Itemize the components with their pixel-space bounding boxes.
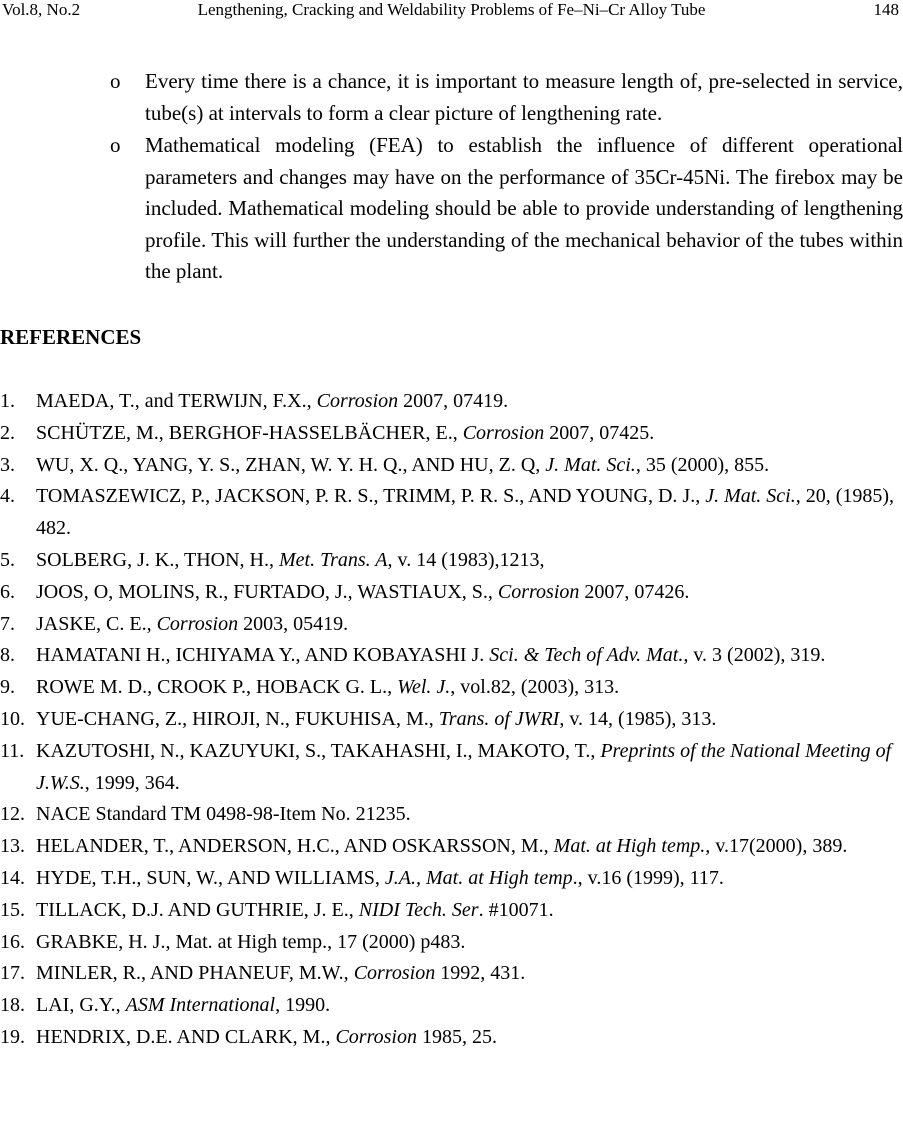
reference-authors: KAZUTOSHI, N., KAZUYUKI, S., TAKAHASHI, I., MAKOTO, T., (36, 739, 601, 762)
reference-source: Corrosion (316, 390, 399, 412)
reference-source: Corrosion (335, 1025, 417, 1048)
reference-authors: SCHÜTZE, M., BERGHOF-HASSELBÄCHER, E., (36, 421, 463, 444)
reference-item (0, 927, 903, 959)
reference-details: 2007, 07419. (398, 390, 509, 412)
reference-authors: MAEDA, T., and TERWIJN, F.X., (36, 390, 317, 412)
reference-authors: JASKE, C. E., (36, 612, 157, 635)
recommendation-item (110, 130, 903, 288)
reference-text (36, 994, 330, 1016)
reference-source: Met. Trans. A (278, 548, 388, 571)
page-number: 148 (873, 0, 899, 19)
reference-item (0, 450, 903, 482)
reference-details: v.17(2000), 389. (710, 835, 848, 858)
reference-source: Corrosion (353, 962, 436, 985)
reference-number: 17. (0, 962, 25, 985)
reference-details: 2007, 07426. (579, 580, 690, 603)
reference-number: 14. (0, 866, 25, 889)
reference-authors: LAI, G.Y., (36, 994, 126, 1017)
reference-details: 1985, 25. (416, 1025, 497, 1048)
reference-item (0, 990, 903, 1022)
recommendation-item (110, 66, 903, 129)
reference-number: 3. (0, 453, 15, 476)
reference-details: . #10071. (478, 898, 554, 921)
reference-source: Corrosion (497, 580, 580, 603)
reference-authors: YUE-CHANG, Z., HIROJI, N., FUKUHISA, M., (36, 707, 439, 730)
reference-details: , 35 (2000), 855. (635, 453, 770, 476)
reference-item (0, 672, 903, 704)
reference-text (36, 422, 654, 444)
reference-number: 9. (0, 676, 15, 699)
reference-text (36, 676, 619, 698)
reference-item (0, 545, 903, 577)
reference-text (36, 644, 825, 666)
reference-number: 13. (0, 835, 25, 858)
reference-authors: HENDRIX, D.E. AND CLARK, M., (36, 1025, 336, 1048)
reference-number: 2. (0, 421, 15, 444)
reference-number: 15. (0, 898, 25, 921)
reference-item (0, 418, 903, 450)
reference-authors: MINLER, R., AND PHANEUF, M.W., (36, 962, 354, 985)
reference-number: 12. (0, 803, 25, 826)
reference-item (0, 863, 903, 895)
reference-number: 4. (0, 485, 15, 508)
reference-number: 16. (0, 930, 25, 953)
reference-details: , vol.82, (2003), 313. (450, 676, 620, 699)
running-header (0, 0, 903, 24)
reference-item (0, 958, 903, 990)
reference-details: ., v.16 (1999), 117. (572, 866, 724, 889)
reference-authors: NACE Standard TM 0498-98-Item No. 21235. (36, 803, 411, 826)
references-heading: REFERENCES (0, 325, 142, 349)
reference-text (36, 1026, 497, 1048)
reference-authors: ROWE M. D., CROOK P., HOBACK G. L., (36, 676, 398, 699)
reference-item (0, 386, 903, 418)
reference-details: 2003, 05419. (238, 612, 349, 635)
reference-text (36, 613, 348, 635)
reference-authors: HAMATANI H., ICHIYAMA Y., AND KOBAYASHI J. (36, 644, 490, 667)
reference-item (0, 609, 903, 641)
reference-number: 5. (0, 548, 15, 571)
reference-source: J.A., Mat. at High temp (384, 866, 573, 889)
reference-text (36, 581, 689, 603)
reference-text (36, 803, 411, 825)
reference-authors: GRABKE, H. J., Mat. at High temp., 17 (2000) p483. (36, 930, 466, 953)
reference-source: Corrosion (156, 612, 239, 635)
reference-text (36, 899, 554, 921)
reference-details: , v. 3 (2002), 319. (683, 644, 826, 667)
reference-text (36, 390, 508, 412)
reference-number: 18. (0, 994, 25, 1017)
reference-item (0, 640, 903, 672)
reference-details: 1992, 431. (435, 962, 526, 985)
reference-source: Wel. J. (397, 676, 451, 699)
reference-number: 11. (0, 739, 25, 762)
reference-source: Mat. at High temp., (553, 835, 711, 858)
reference-text (36, 454, 769, 476)
recommendation-text: Every time there is a chance, it is important to measure length of, pre-selected in service, tube(s) at intervals to form a clear picture of lengthening rate. (145, 69, 903, 125)
reference-text (36, 485, 894, 539)
reference-text (36, 962, 525, 984)
running-title: Lengthening, Cracking and Weldability Problems of Fe–Ni–Cr Alloy Tube (197, 0, 706, 19)
reference-details: , 1999, 364. (84, 771, 180, 794)
reference-source: Corrosion (462, 421, 545, 444)
reference-source: J. Mat. Sci. (705, 485, 796, 508)
reference-item (0, 704, 903, 736)
reference-details: , 1990. (275, 994, 331, 1017)
reference-item (0, 1022, 903, 1054)
reference-source: NIDI Tech. Ser (358, 898, 479, 921)
reference-authors: JOOS, O, MOLINS, R., FURTADO, J., WASTIAUX, S., (36, 580, 498, 603)
reference-item (0, 895, 903, 927)
reference-item (0, 577, 903, 609)
recommendation-text: Mathematical modeling (FEA) to establish the influence of different operational parameters and changes may have on the performance of 35Cr-45Ni. The firebox may be included. Mathematical modeling should be able to provide understanding of lengthening profile. This will further the understanding of the mechanical behavior of the tubes within the plant. (145, 133, 903, 283)
reference-number: 19. (0, 1025, 25, 1048)
reference-details: 2007, 07425. (544, 421, 655, 444)
reference-authors: HELANDER, T., ANDERSON, H.C., AND OSKARSSON, M., (36, 835, 554, 858)
reference-text (36, 867, 724, 889)
reference-text (36, 708, 716, 730)
journal-volume: Vol.8, No.2 (2, 0, 81, 19)
reference-details: , v. 14 (1983),1213, (387, 548, 545, 571)
bullet-marker: o (110, 69, 121, 93)
reference-text (36, 549, 545, 571)
reference-number: 10. (0, 707, 25, 730)
reference-list (0, 386, 903, 1054)
bullet-marker: o (110, 133, 121, 157)
reference-authors: WU, X. Q., YANG, Y. S., ZHAN, W. Y. H. Q., AND HU, Z. Q, (36, 453, 546, 476)
reference-number: 8. (0, 644, 15, 667)
reference-details: , 20, (1985), 482. (36, 485, 895, 540)
reference-source: Preprints of the National Meeting of J.W.S. (36, 739, 892, 794)
reference-item (0, 481, 903, 545)
reference-source: Sci. & Tech of Adv. Mat. (489, 644, 684, 667)
reference-authors: SOLBERG, J. K., THON, H., (36, 548, 279, 571)
reference-text (36, 740, 891, 794)
reference-authors: TILLACK, D.J. AND GUTHRIE, J. E., (36, 898, 359, 921)
reference-item (0, 831, 903, 863)
reference-source: Trans. of JWRI (438, 707, 560, 730)
reference-authors: TOMASZEWICZ, P., JACKSON, P. R. S., TRIMM, P. R. S., AND YOUNG, D. J., (36, 485, 706, 508)
reference-item (0, 736, 903, 800)
recommendation-list (110, 66, 903, 288)
reference-text (36, 931, 465, 953)
reference-number: 1. (0, 390, 15, 412)
reference-source: ASM International (125, 994, 276, 1017)
reference-text (36, 835, 847, 857)
reference-authors: HYDE, T.H., SUN, W., AND WILLIAMS, (36, 866, 385, 889)
reference-details: , v. 14, (1985), 313. (559, 707, 717, 730)
reference-source: J. Mat. Sci. (545, 453, 636, 476)
reference-number: 6. (0, 580, 15, 603)
reference-number: 7. (0, 612, 15, 635)
reference-item (0, 799, 903, 831)
